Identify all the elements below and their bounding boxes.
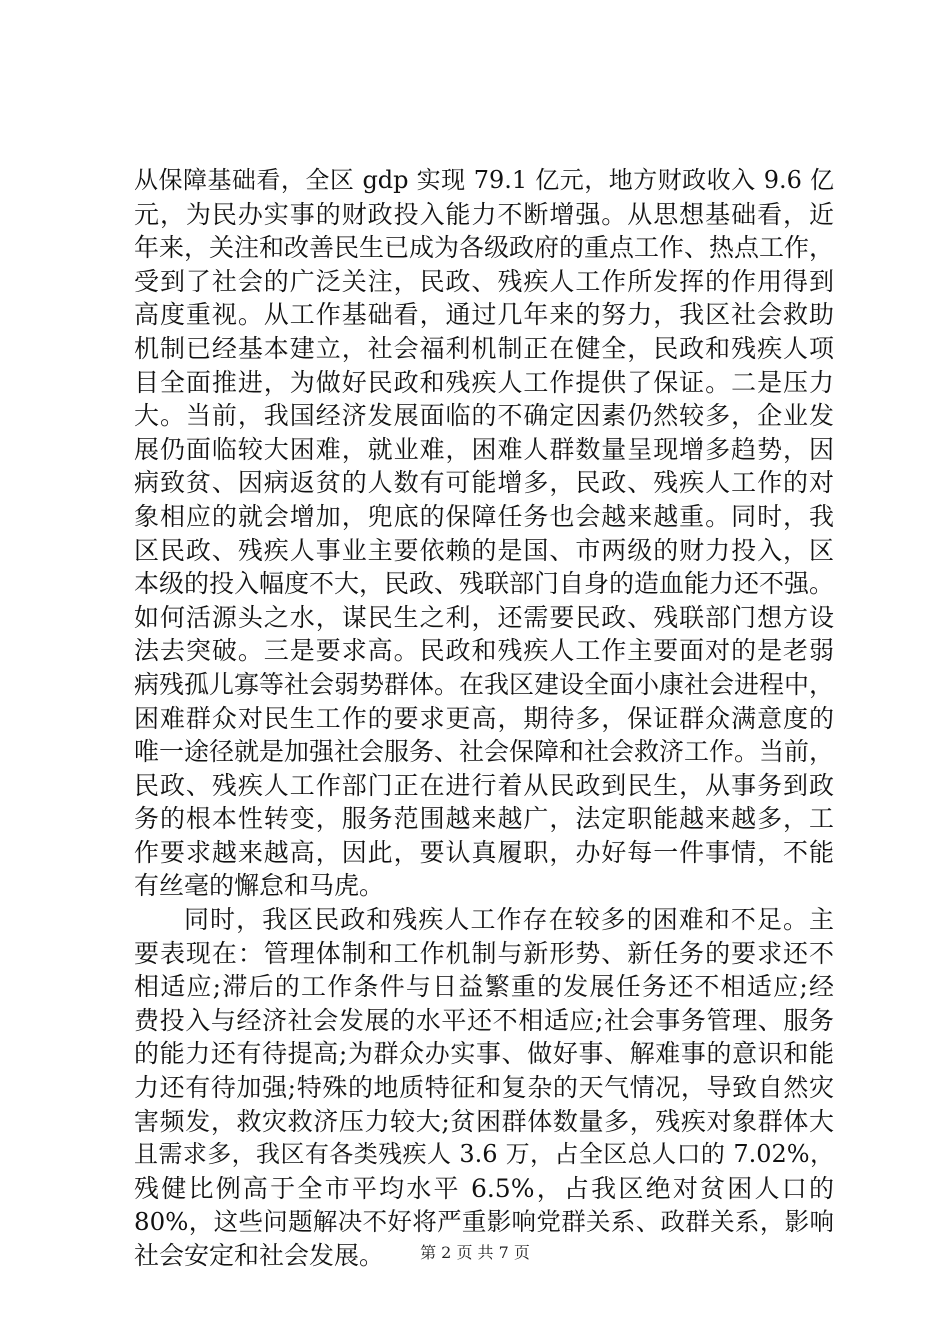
text-line: 展仍面临较大困难，就业难，困难人群数量呈现增多趋势，因 [134,434,834,464]
text-line: 社会安定和社会发展。 [134,1241,385,1270]
text-line: 受到了社会的广泛关注，民政、残疾人工作所发挥的作用得到 [134,266,834,296]
text-line: 目全面推进，为做好民政和残疾人工作提供了保证。二是压力 [134,367,834,397]
text-line: 作要求越来越高，因此，要认真履职，办好每一件事情，不能 [134,837,834,867]
text-line: 唯一途径就是加强社会服务、社会保障和社会救济工作。当前， [134,737,835,767]
text-line: 病残孤儿寡等社会弱势群体。在我区建设全面小康社会进程中， [134,669,835,699]
text-line: 病致贫、因病返贫的人数有可能增多，民政、残疾人工作的对 [134,468,834,498]
paragraph-1 [134,164,834,903]
text-line: 元，为民办实事的财政投入能力不断增强。从思想基础看，近 [134,199,834,229]
text-line: 害频发，救灾救济压力较大;贫困群体数量多，残疾对象群体大 [134,1106,834,1136]
text-line: 本级的投入幅度不大，民政、残联部门自身的造血能力还不强。 [134,569,835,599]
text-line: 机制已经基本建立，社会福利机制正在健全，民政和残疾人项 [134,333,834,363]
text-line: 残健比例高于全市平均水平 6.5%，占我区绝对贫困人口的 [134,1173,834,1203]
text-line: 的能力还有待提高;为群众办实事、做好事、解难事的意识和能 [134,1039,834,1069]
text-line: 相适应;滞后的工作条件与日益繁重的发展任务还不相适应;经 [134,972,834,1002]
text-line: 高度重视。从工作基础看，通过几年来的努力，我区社会救助 [134,300,834,330]
page-number-footer: 第 2 页 共 7 页 [420,1243,530,1262]
text-line: 有丝毫的懈怠和马虎。 [134,871,385,901]
text-line: 法去突破。三是要求高。民政和残疾人工作主要面对的是老弱 [134,636,834,666]
text-line: 且需求多，我区有各类残疾人 3.6 万，占全区总人口的 7.02%， [134,1140,834,1169]
text-line: 从保障基础看，全区 gdp 实现 79.1 亿元，地方财政收入 9.6 亿 [134,166,834,194]
text-line: 困难群众对民生工作的要求更高，期待多，保证群众满意度的 [134,703,834,733]
text-line: 费投入与经济社会发展的水平还不相适应;社会事务管理、服务 [134,1005,834,1035]
text-line: 同时，我区民政和残疾人工作存在较多的困难和不足。主 [184,905,834,935]
text-line: 80%，这些问题解决不好将严重影响党群关系、政群关系，影响 [134,1207,834,1237]
text-line: 力还有待加强;特殊的地质特征和复杂的天气情况，导致自然灾 [134,1073,834,1103]
text-line: 要表现在：管理体制和工作机制与新形势、新任务的要求还不 [134,938,834,968]
body-text [134,164,834,1273]
text-line: 大。当前，我国经济发展面临的不确定因素仍然较多，企业发 [134,401,834,431]
text-line: 象相应的就会增加，兜底的保障任务也会越来越重。同时，我 [134,501,834,531]
text-line: 如何活源头之水，谋民生之利，还需要民政、残联部门想方设 [134,602,834,632]
text-line: 民政、残疾人工作部门正在进行着从民政到民生，从事务到政 [134,770,834,800]
text-line: 务的根本性转变，服务范围越来越广，法定职能越来越多，工 [134,804,834,834]
text-line: 区民政、残疾人事业主要依赖的是国、市两级的财力投入，区 [134,535,834,565]
paragraph-2 [134,903,834,1273]
text-line: 年来，关注和改善民生已成为各级政府的重点工作、热点工作， [134,233,835,263]
